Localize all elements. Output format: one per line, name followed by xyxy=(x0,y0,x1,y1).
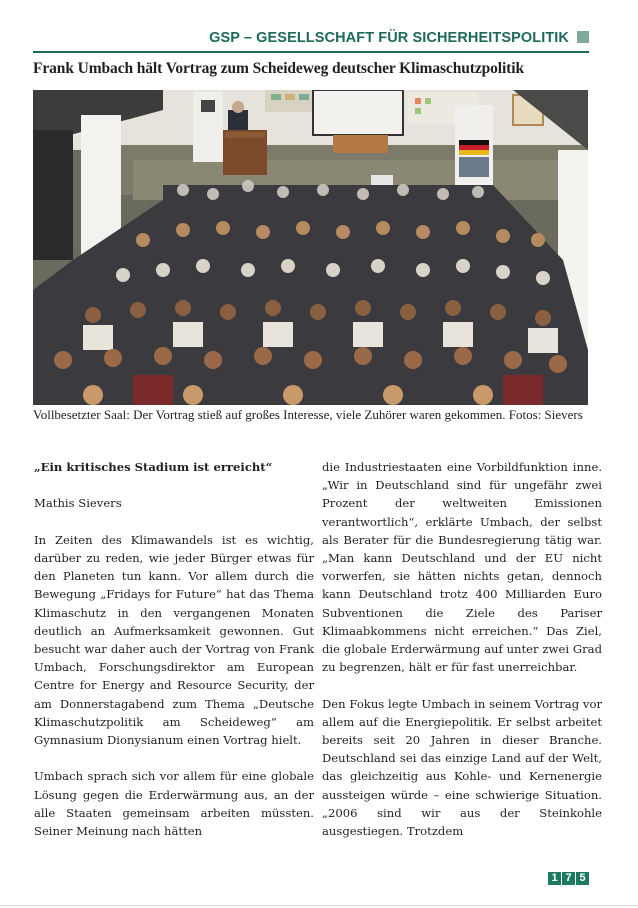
article-author: Mathis Sievers xyxy=(34,496,122,511)
auditorium-photo-illustration xyxy=(33,90,588,405)
header-divider xyxy=(33,51,589,53)
article-paragraph: Umbach sprach sich vor allem für eine globale Lösung gegen die Erderwärmung aus, an der alle Staaten gemeinsam arbeiten müssten. Seiner Meinung nach hätten xyxy=(34,769,314,839)
section-title: GSP – GESELLSCHAFT FÜR SICHERHEITSPOLITIK xyxy=(209,30,569,46)
page-number-digit: 7 xyxy=(562,872,575,885)
article-subheadline: „Ein kritisches Stadium ist erreicht“ xyxy=(34,460,273,474)
section-marker-square xyxy=(577,31,589,43)
page-number xyxy=(548,872,589,885)
article-column-left xyxy=(34,458,314,840)
page-number-digit: 1 xyxy=(548,872,561,885)
article-paragraph: Den Fokus legte Umbach in seinem Vortrag vor allem auf die Energiepolitik. Er selbst arbeitet bereits seit 20 Jahren in dieser Branche. Deutschland sei das einzige Land auf der Welt, das gleichzeitig aus Kohle- und Kernenergie aussteigen würde – eine schwierige Situation. „2006 sind wir aus der Steinkohle ausgestiegen. Trotzdem xyxy=(322,696,602,839)
section-header xyxy=(33,28,589,50)
page-number-digit: 5 xyxy=(576,872,589,885)
page-bottom-edge xyxy=(0,905,638,906)
article-paragraph: die Industriestaaten eine Vorbildfunktion inne. „Wir in Deutschland sind für ungefähr zwei Prozent der weltweiten Emissionen verantwortlich“, erklärte Umbach, der selbst als Berater für die Bundesregierung tätig war. „Man kann Deutschland und der EU nicht vorwerfen, sie hätten nichts getan, dennoch kann Deutschland trotz 400 Milliarden Euro Subventionen die Ziele des Pariser Klimaabkommens nicht erreichen.“ Das Ziel, die globale Erderwärmung auf unter zwei Grad zu begrenzen, hält er für fast unerreichbar. xyxy=(322,460,602,675)
article-paragraph: In Zeiten des Klimawandels ist es wichtig, darüber zu reden, wie jeder Bürger etwas für den Planeten tun kann. Vor allem durch die Bewegung „Fridays for Future“ hat das Thema Klimaschutz in den vergangenen Monaten deutlich an Aufmerksamkeit gewonnen. Gut besucht war daher auch der Vortrag von Frank Umbach, Forschungsdirektor am European Centre for Energy and Resource Security, der am Donnerstagabend zum Thema „Deutsche Klimaschutzpolitik am Scheideweg“ am Gymnasium Dionysianum einen Vortrag hielt. xyxy=(34,532,314,748)
event-photo xyxy=(33,90,588,405)
article-title: Frank Umbach hält Vortrag zum Scheideweg deutscher Klimaschutzpolitik xyxy=(33,60,524,77)
photo-caption: Vollbesetzter Saal: Der Vortrag stieß auf großes Interesse, viele Zuhörer waren gekommen. Fotos: Sievers xyxy=(33,407,583,422)
article-column-right xyxy=(322,458,602,840)
